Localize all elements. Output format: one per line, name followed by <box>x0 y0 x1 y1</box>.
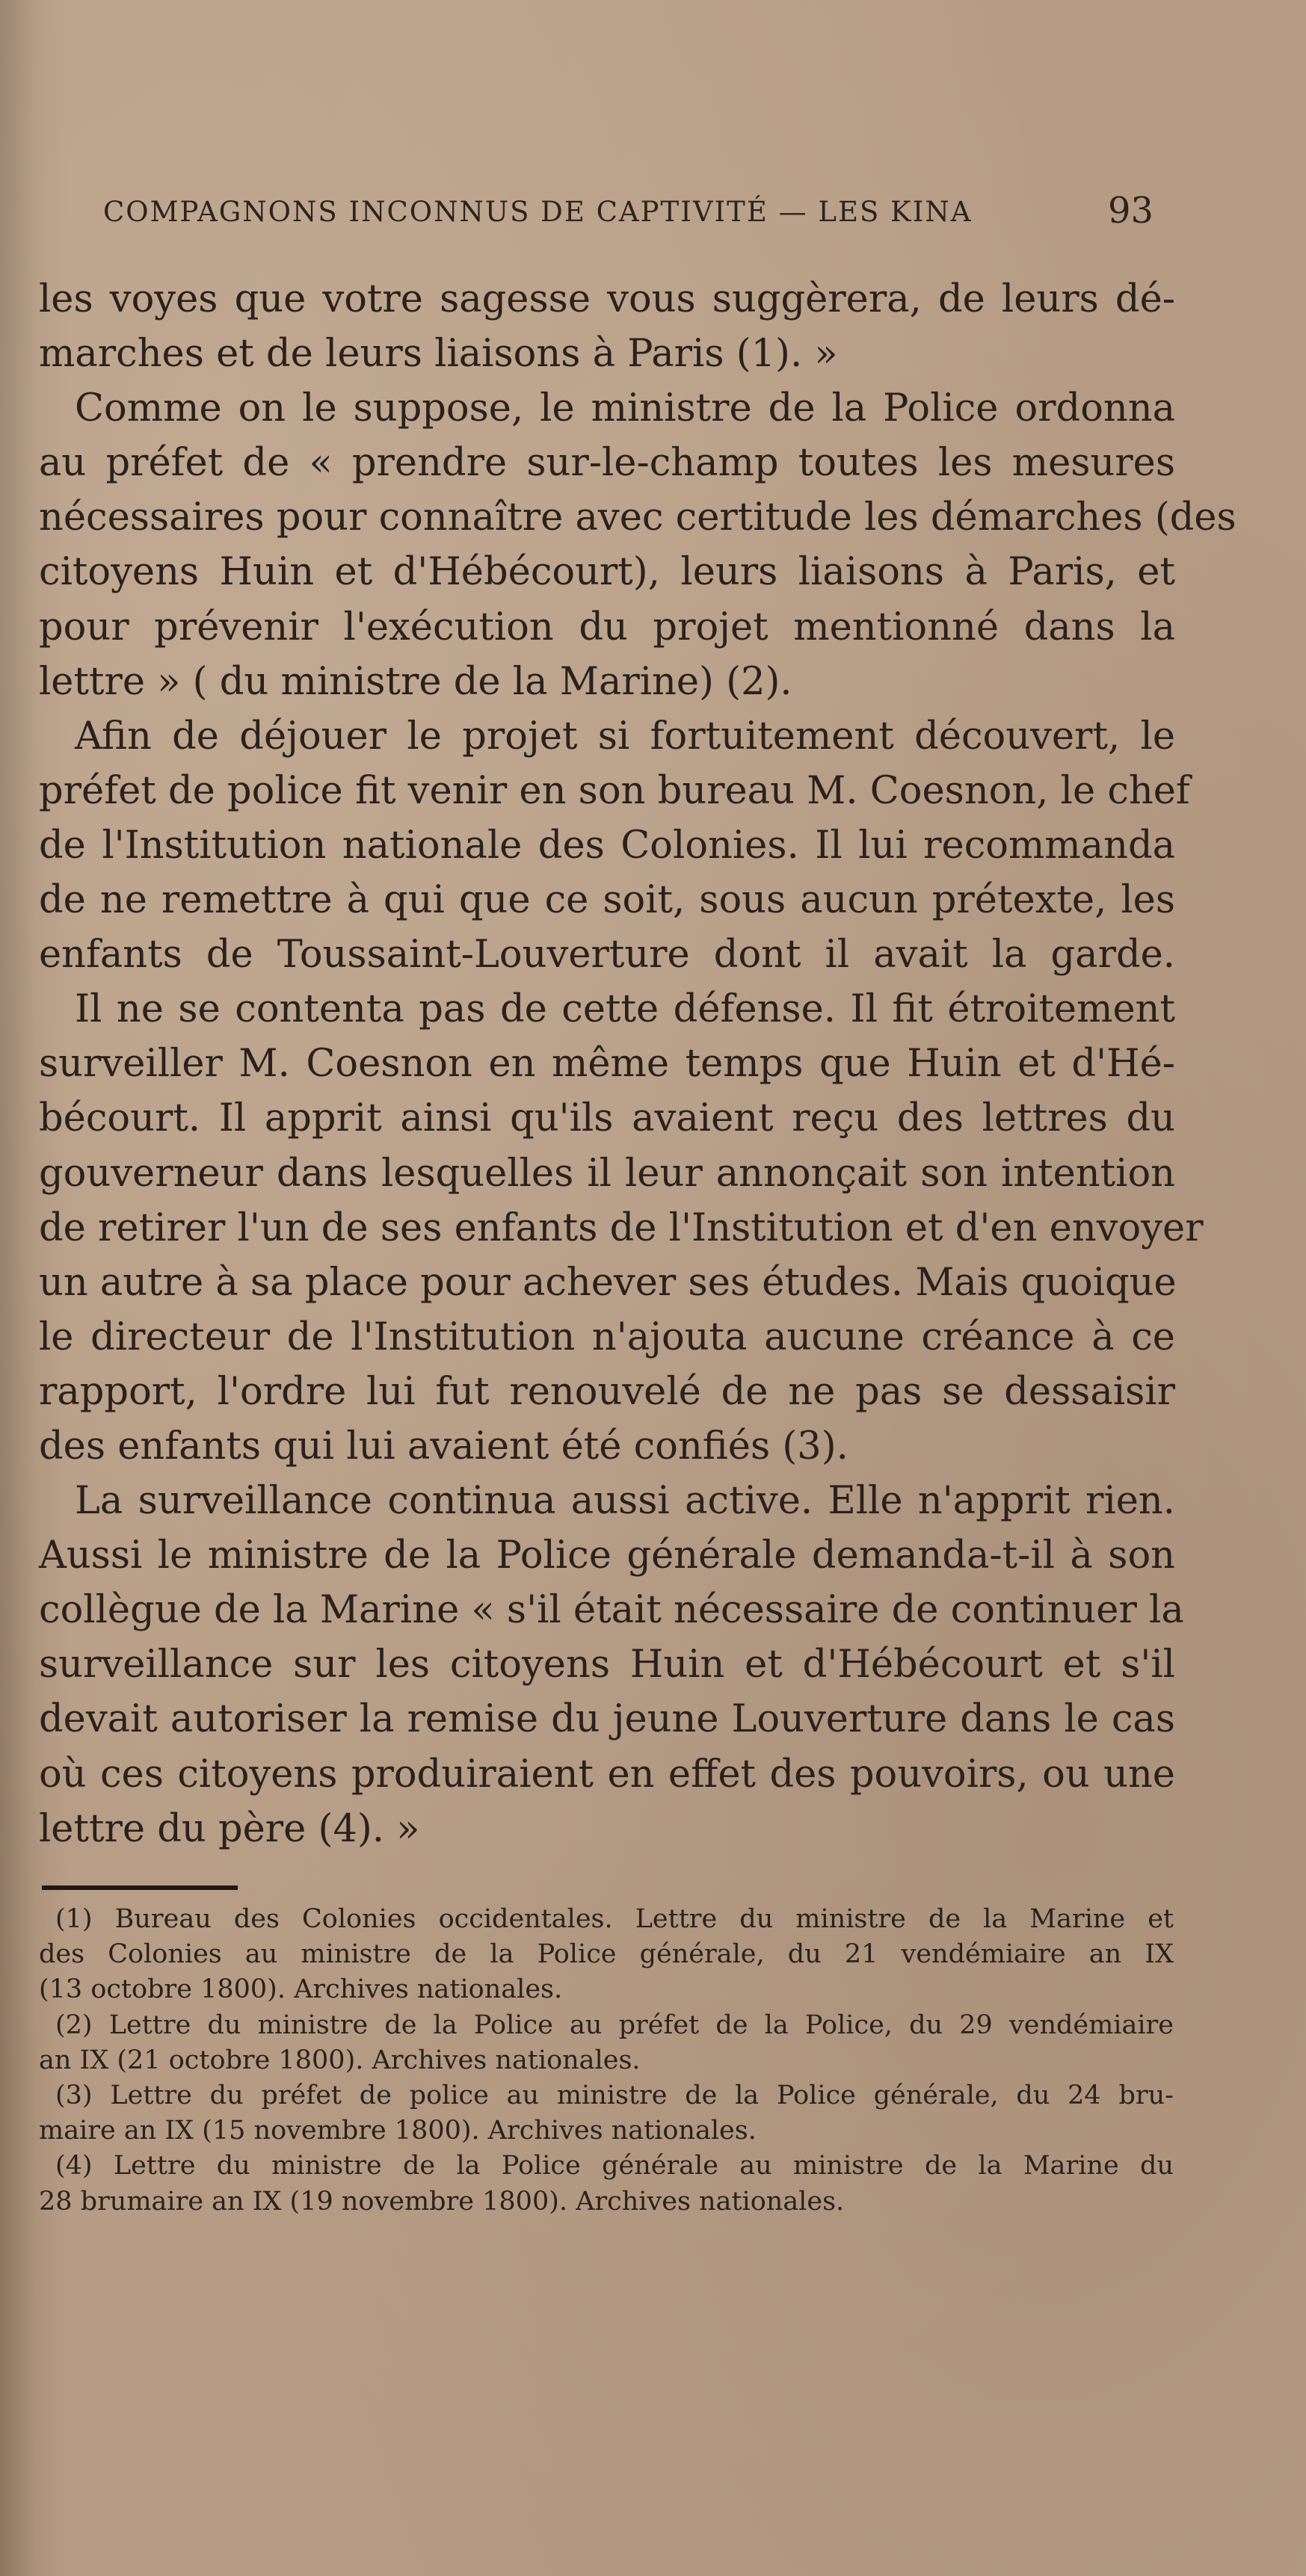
text-line: Comme on le suppose, le ministre de la Police ordonna <box>75 386 1175 431</box>
page-number: 93 <box>1108 190 1154 232</box>
footnote-line: (1) Bureau des Colonies occidentales. Lettre du ministre de la Marine et <box>55 1904 1174 1934</box>
text-line: Aussi le ministre de la Police générale demanda-t-il à son <box>39 1533 1175 1578</box>
text-line: Afin de déjouer le projet si fortuitement découvert, le <box>75 714 1175 759</box>
footnote-line: maire an IX (15 novembre 1800). Archives nationales. <box>39 2116 757 2146</box>
footnote-line: des Colonies au ministre de la Police générale, du 21 vendémiaire an IX <box>39 1939 1174 1970</box>
text-line: au préfet de « prendre sur-le-champ toutes les mesures <box>39 441 1175 486</box>
text-line: où ces citoyens produiraient en effet des pouvoirs, ou une <box>39 1752 1175 1797</box>
text-line: surveillance sur les citoyens Huin et d'Hébécourt et s'il <box>39 1643 1175 1687</box>
text-line: marches et de leurs liaisons à Paris (1). » <box>39 332 838 377</box>
text-line: enfants de Toussaint-Louverture dont il avait la garde. <box>39 933 1175 977</box>
text-line: de ne remettre à qui que ce soit, sous aucun prétexte, les <box>39 878 1175 923</box>
text-line: gouverneur dans lesquelles il leur annonçait son intention <box>39 1151 1175 1196</box>
text-line: rapport, l'ordre lui fut renouvelé de ne pas se dessaisir <box>39 1369 1175 1414</box>
text-line: nécessaires pour connaître avec certitude les démarches (des <box>39 495 1236 540</box>
footnote-line: (4) Lettre du ministre de la Police générale au ministre de la Marine du <box>55 2151 1174 2181</box>
footnote-line: an IX (21 octobre 1800). Archives nationales. <box>39 2045 641 2075</box>
footnote-rule <box>42 1885 238 1890</box>
text-line: de l'Institution nationale des Colonies. Il lui recommanda <box>39 823 1175 868</box>
text-line: citoyens Huin et d'Hébécourt), leurs liaisons à Paris, et <box>39 550 1175 595</box>
text-line: préfet de police fit venir en son bureau M. Coesnon, le chef <box>39 768 1190 813</box>
footnote-line: 28 brumaire an IX (19 novembre 1800). Archives nationales. <box>39 2186 845 2217</box>
text-line: un autre à sa place pour achever ses études. Mais quoique <box>39 1260 1177 1305</box>
text-line: le directeur de l'Institution n'ajouta aucune créance à ce <box>39 1315 1175 1359</box>
text-line: La surveillance continua aussi active. Elle n'apprit rien. <box>75 1479 1175 1524</box>
text-line: des enfants qui lui avaient été confiés (3). <box>39 1424 848 1468</box>
footnote-line: (3) Lettre du préfet de police au ministre de la Police générale, du 24 bru- <box>55 2080 1174 2110</box>
text-line: Il ne se contenta pas de cette défense. Il fit étroitement <box>75 987 1175 1032</box>
text-line: surveiller M. Coesnon en même temps que Huin et d'Hé- <box>39 1042 1175 1087</box>
text-line: bécourt. Il apprit ainsi qu'ils avaient reçu des lettres du <box>39 1096 1175 1141</box>
text-line: lettre » ( du ministre de la Marine) (2). <box>39 659 792 704</box>
running-head: COMPAGNONS INCONNUS DE CAPTIVITÉ — LES KINA <box>103 196 973 228</box>
footnote-line: (13 octobre 1800). Archives nationales. <box>39 1974 563 2005</box>
footnotes <box>39 1902 1174 2220</box>
text-line: de retirer l'un de ses enfants de l'Institution et d'en envoyer <box>39 1205 1204 1250</box>
footnote-line: (2) Lettre du ministre de la Police au préfet de la Police, du 29 vendémiaire <box>55 2010 1174 2040</box>
text-line: devait autoriser la remise du jeune Louverture dans le cas <box>39 1697 1175 1742</box>
text-line: pour prévenir l'exécution du projet mentionné dans la <box>39 605 1175 649</box>
text-line: lettre du père (4). » <box>39 1806 420 1851</box>
text-line: les voyes que votre sagesse vous suggèrera, de leurs dé- <box>39 277 1175 321</box>
body-text <box>39 272 1236 1856</box>
text-line: collègue de la Marine « s'il était nécessaire de continuer la <box>39 1588 1184 1633</box>
